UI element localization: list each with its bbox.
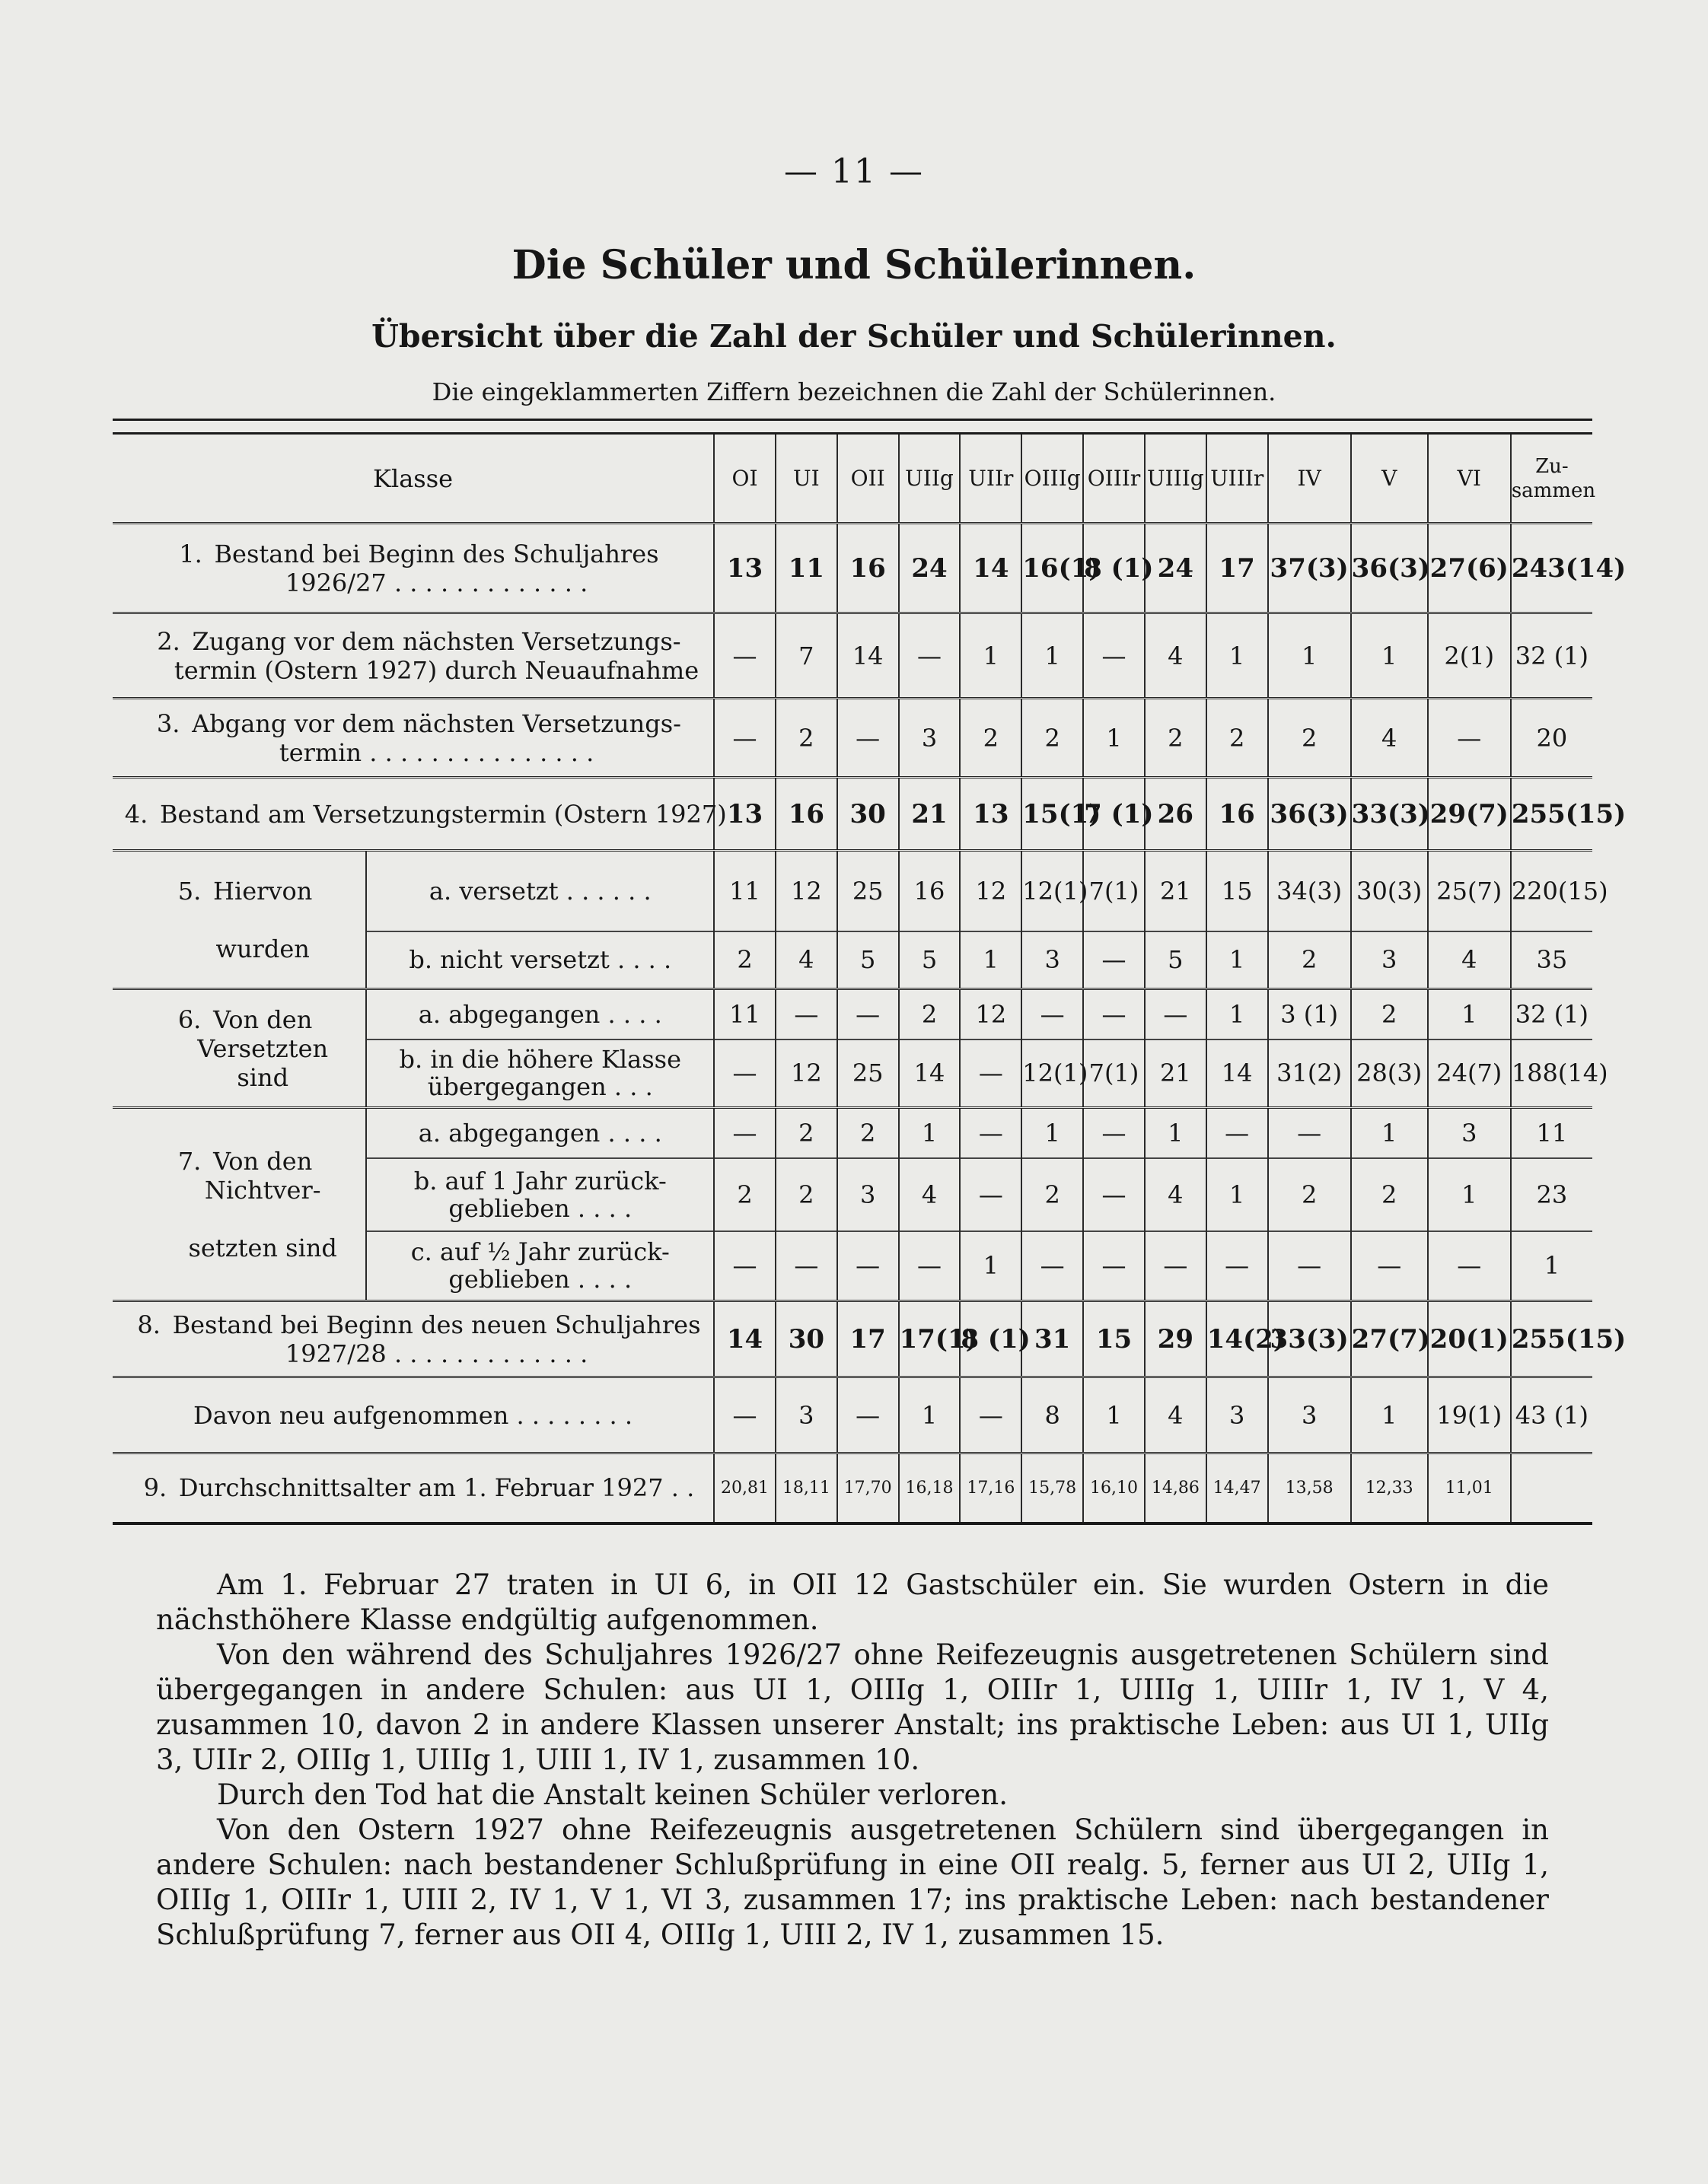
cell: 27(6) <box>1428 524 1511 613</box>
cell: 16 <box>1206 778 1268 851</box>
cell: 1 <box>1351 613 1428 699</box>
cell: — <box>1021 989 1083 1039</box>
cell: 17,70 <box>837 1453 899 1523</box>
cell: 4 <box>776 931 837 989</box>
header-col: OI <box>714 434 776 524</box>
cell: 1 <box>1206 931 1268 989</box>
header-col: OIIIr <box>1083 434 1145 524</box>
cell: 25 <box>837 1039 899 1108</box>
cell: 7 <box>776 613 837 699</box>
cell: 11 <box>714 851 776 931</box>
cell: 2 <box>714 931 776 989</box>
cell: 1 <box>1351 1377 1428 1453</box>
header-col: UI <box>776 434 837 524</box>
cell: 16 <box>837 524 899 613</box>
paragraph: Von den während des Schuljahres 1926/27 ohne Reifezeugnis ausgetretenen Schülern sind übergegangen in andere Schulen: aus UI 1, OIIIg 1, OIIIr 1, UIIIg 1, UIIIr 1, IV 1, V 4, zusammen 10, davon 2 in andere Klassen unserer Anstalt; ins praktische Leben: aus UI 1, UIIg 3, UIIr 2, OIIIg 1, UIIIg 1, UIII 1, IV 1, zusammen 10. <box>156 1638 1549 1776</box>
header-col: OIIIg <box>1021 434 1083 524</box>
sub-label: a. versetzt . . . . . . <box>366 851 714 931</box>
cell: 17 <box>837 1301 899 1377</box>
cell: 19(1) <box>1428 1377 1511 1453</box>
cell: 14 <box>714 1301 776 1377</box>
cell: 7(1) <box>1083 851 1145 931</box>
cell: 15 <box>1206 851 1268 931</box>
cell: — <box>1428 699 1511 778</box>
page-subtitle: Übersicht über die Zahl der Schüler und Schülerinnen. <box>371 318 1337 355</box>
header-col: UIIg <box>899 434 961 524</box>
cell: — <box>1206 1231 1268 1301</box>
cell: 1 <box>1206 1158 1268 1231</box>
cell: — <box>1351 1231 1428 1301</box>
cell: 4 <box>1145 1158 1206 1231</box>
cell: 25 <box>837 851 899 931</box>
cell: 2(1) <box>1428 613 1511 699</box>
cell: 12 <box>776 851 837 931</box>
cell: 14 <box>960 524 1021 613</box>
cell: 3 <box>1206 1377 1268 1453</box>
cell: 30 <box>776 1301 837 1377</box>
sub-label: a. abgegangen . . . . <box>366 989 714 1039</box>
cell: 2 <box>1021 1158 1083 1231</box>
cell: 5 <box>899 931 961 989</box>
table-note: Die eingeklammerten Ziffern bezeichnen die Zahl der Schülerinnen. <box>432 377 1276 406</box>
cell: 12(1) <box>1021 851 1083 931</box>
cell: 1 <box>1021 1108 1083 1158</box>
cell: 1 <box>1083 1377 1145 1453</box>
cell: 34(3) <box>1268 851 1351 931</box>
cell: 2 <box>960 699 1021 778</box>
cell: 16,10 <box>1083 1453 1145 1523</box>
top-rule <box>113 419 1592 421</box>
cell: — <box>1083 613 1145 699</box>
cell: — <box>714 1377 776 1453</box>
cell: 3 (1) <box>1268 989 1351 1039</box>
cell-total: 1 <box>1511 1231 1592 1301</box>
header-col: UIIIr <box>1206 434 1268 524</box>
cell: — <box>837 1377 899 1453</box>
cell: 2 <box>1206 699 1268 778</box>
cell: 4 <box>1428 931 1511 989</box>
page-number: — 11 — <box>784 152 924 191</box>
cell: 2 <box>776 1158 837 1231</box>
cell: 3 <box>1428 1108 1511 1158</box>
cell: 33(3) <box>1351 778 1428 851</box>
cell-total: 32 (1) <box>1511 613 1592 699</box>
cell: 1 <box>960 613 1021 699</box>
table-row <box>113 1108 1592 1158</box>
cell: — <box>776 989 837 1039</box>
cell: 1 <box>960 931 1021 989</box>
table-row <box>113 851 1592 931</box>
cell: — <box>899 613 961 699</box>
cell: 17 <box>1206 524 1268 613</box>
cell: 3 <box>1268 1377 1351 1453</box>
header-col: UIIIg <box>1145 434 1206 524</box>
cell-total: 35 <box>1511 931 1592 989</box>
cell: 2 <box>1021 699 1083 778</box>
cell: 33(3) <box>1268 1301 1351 1377</box>
table-row <box>113 1453 1592 1523</box>
cell: — <box>1268 1231 1351 1301</box>
cell-total: 23 <box>1511 1158 1592 1231</box>
cell-total: 43 (1) <box>1511 1377 1592 1453</box>
cell: 14 <box>1206 1039 1268 1108</box>
cell: 12,33 <box>1351 1453 1428 1523</box>
cell: 8 <box>1021 1377 1083 1453</box>
cell: 3 <box>1351 931 1428 989</box>
table-row <box>113 778 1592 851</box>
cell: 2 <box>837 1108 899 1158</box>
cell: — <box>1145 1231 1206 1301</box>
cell: 7(1) <box>1083 1039 1145 1108</box>
cell-total: 255(15) <box>1511 778 1592 851</box>
cell: 5 <box>837 931 899 989</box>
cell: 4 <box>899 1158 961 1231</box>
student-statistics-table <box>113 432 1627 1525</box>
cell-total: 20 <box>1511 699 1592 778</box>
cell: 28(3) <box>1351 1039 1428 1108</box>
cell: — <box>1083 1158 1145 1231</box>
row-group-label: 7. Von den Nichtver- setzten sind <box>177 1146 337 1262</box>
row-group-label: 5. Hiervon wurden <box>177 876 313 963</box>
paragraph: Durch den Tod hat die Anstalt keinen Schüler verloren. <box>217 1778 1008 1811</box>
page-title: Die Schüler und Schülerinnen. <box>511 242 1197 288</box>
cell: 13 <box>714 524 776 613</box>
cell: 12(1) <box>1021 1039 1083 1108</box>
cell: 3 <box>899 699 961 778</box>
cell: 2 <box>1268 699 1351 778</box>
cell: 2 <box>1351 989 1428 1039</box>
row-label: 1. Bestand bei Beginn des Schuljahres 1926/27 . . . . . . . . . . . . . <box>179 539 659 597</box>
cell: 21 <box>1145 851 1206 931</box>
cell: 5 <box>1145 931 1206 989</box>
row-label: 4. Bestand am Versetzungstermin (Ostern 1927) <box>124 799 727 829</box>
cell: 11,01 <box>1428 1453 1511 1523</box>
cell: 15(1) <box>1021 778 1083 851</box>
cell: 21 <box>899 778 961 851</box>
cell: 1 <box>1428 989 1511 1039</box>
row-label: 2. Zugang vor dem nächsten Versetzungs- termin (Ostern 1927) durch Neuaufnahme <box>157 626 699 685</box>
cell: — <box>960 1158 1021 1231</box>
cell: 4 <box>1351 699 1428 778</box>
cell: 17,16 <box>960 1453 1021 1523</box>
cell: — <box>1206 1108 1268 1158</box>
cell: 1 <box>899 1108 961 1158</box>
body-text <box>156 1568 1549 1953</box>
cell: 14 <box>899 1039 961 1108</box>
row-group-label: 6. Von den Versetzten sind <box>177 1004 329 1092</box>
cell: 20,81 <box>714 1453 776 1523</box>
table-header-row <box>113 434 1592 524</box>
cell: — <box>1083 931 1145 989</box>
table-row <box>113 613 1592 699</box>
cell: 3 <box>776 1377 837 1453</box>
cell: — <box>1021 1231 1083 1301</box>
cell: 13 <box>960 778 1021 851</box>
cell: — <box>776 1231 837 1301</box>
cell: 30(3) <box>1351 851 1428 931</box>
cell: 17(1) <box>899 1301 961 1377</box>
cell: 2 <box>1145 699 1206 778</box>
cell: 36(3) <box>1351 524 1428 613</box>
cell: 18,11 <box>776 1453 837 1523</box>
cell: — <box>714 1039 776 1108</box>
cell: — <box>1083 989 1145 1039</box>
cell: 4 <box>1145 613 1206 699</box>
sub-label: c. auf ½ Jahr zurück- geblieben . . . . <box>366 1231 714 1301</box>
sub-label: a. abgegangen . . . . <box>366 1108 714 1158</box>
cell-total: 32 (1) <box>1511 989 1592 1039</box>
cell: 2 <box>776 699 837 778</box>
cell-total: 255(15) <box>1511 1301 1592 1377</box>
cell-total: 11 <box>1511 1108 1592 1158</box>
paragraph: Am 1. Februar 27 traten in UI 6, in OII 12 Gastschüler ein. Sie wurden Ostern in die nächsthöhere Klasse endgültig aufgenommen. <box>156 1568 1549 1636</box>
cell: 15 <box>1083 1301 1145 1377</box>
cell: 24(7) <box>1428 1039 1511 1108</box>
cell: 25(7) <box>1428 851 1511 931</box>
cell: 15,78 <box>1021 1453 1083 1523</box>
header-klasse: Klasse <box>373 463 454 493</box>
cell: 16 <box>776 778 837 851</box>
cell: 7 (1) <box>1083 778 1145 851</box>
cell: — <box>714 1231 776 1301</box>
cell: — <box>1083 1231 1145 1301</box>
cell: 12 <box>776 1039 837 1108</box>
cell: 1 <box>1206 613 1268 699</box>
cell: 14,47 <box>1206 1453 1268 1523</box>
cell: — <box>899 1231 961 1301</box>
table-row <box>113 989 1592 1039</box>
cell: 2 <box>1351 1158 1428 1231</box>
row-label: 3. Abgang vor dem nächsten Versetzungs- termin . . . . . . . . . . . . . . . <box>156 708 681 767</box>
cell: 12 <box>960 851 1021 931</box>
cell: 3 <box>1021 931 1083 989</box>
cell: 31(2) <box>1268 1039 1351 1108</box>
table-row <box>113 1377 1592 1453</box>
cell: 14,86 <box>1145 1453 1206 1523</box>
cell: — <box>960 1108 1021 1158</box>
cell: 11 <box>776 524 837 613</box>
header-col: V <box>1351 434 1428 524</box>
cell: 1 <box>1145 1108 1206 1158</box>
cell: 31 <box>1021 1301 1083 1377</box>
cell: 2 <box>1268 931 1351 989</box>
cell: 1 <box>960 1231 1021 1301</box>
cell: — <box>960 1039 1021 1108</box>
cell: 3 <box>837 1158 899 1231</box>
cell: 1 <box>1428 1158 1511 1231</box>
cell: 29 <box>1145 1301 1206 1377</box>
cell: 1 <box>1083 699 1145 778</box>
cell: — <box>1428 1231 1511 1301</box>
header-col: OII <box>837 434 899 524</box>
cell: 2 <box>776 1108 837 1158</box>
cell: 1 <box>899 1377 961 1453</box>
cell: 24 <box>899 524 961 613</box>
sub-label: b. in die höhere Klasse übergegangen . . . <box>366 1039 714 1108</box>
cell: 2 <box>899 989 961 1039</box>
cell: 1 <box>1268 613 1351 699</box>
cell: 8 (1) <box>1083 524 1145 613</box>
cell: — <box>714 1108 776 1158</box>
cell: 4 <box>1145 1377 1206 1453</box>
cell: 36(3) <box>1268 778 1351 851</box>
cell: 1 <box>1021 613 1083 699</box>
row-label: 8. Bestand bei Beginn des neuen Schuljahres 1927/28 . . . . . . . . . . . . . <box>137 1310 701 1368</box>
row-label: Davon neu aufgenommen . . . . . . . . <box>193 1400 633 1430</box>
cell: 30 <box>837 778 899 851</box>
cell: 1 <box>1206 989 1268 1039</box>
sub-label: b. auf 1 Jahr zurück- geblieben . . . . <box>366 1158 714 1231</box>
cell: 37(3) <box>1268 524 1351 613</box>
cell-total: 243(14) <box>1511 524 1592 613</box>
cell: — <box>837 699 899 778</box>
header-total: Zu- sammen <box>1511 434 1592 524</box>
cell: — <box>1268 1108 1351 1158</box>
cell-total <box>1511 1453 1592 1523</box>
cell: 12 <box>960 989 1021 1039</box>
header-col: UIIr <box>960 434 1021 524</box>
table-row <box>113 524 1592 613</box>
cell: 13 <box>714 778 776 851</box>
row-label: 9. Durchschnittsalter am 1. Februar 1927 . . <box>143 1473 695 1503</box>
cell: 8 (1) <box>960 1301 1021 1377</box>
cell: 1 <box>1351 1108 1428 1158</box>
cell: 21 <box>1145 1039 1206 1108</box>
cell: — <box>837 989 899 1039</box>
cell: 20(1) <box>1428 1301 1511 1377</box>
cell: 26 <box>1145 778 1206 851</box>
cell: — <box>714 699 776 778</box>
cell: — <box>1145 989 1206 1039</box>
sub-label: b. nicht versetzt . . . . <box>366 931 714 989</box>
cell: 2 <box>1268 1158 1351 1231</box>
cell: 11 <box>714 989 776 1039</box>
cell: — <box>1083 1108 1145 1158</box>
cell: — <box>960 1377 1021 1453</box>
cell: 14 <box>837 613 899 699</box>
cell: 16 <box>899 851 961 931</box>
cell-total: 220(15) <box>1511 851 1592 931</box>
cell: 29(7) <box>1428 778 1511 851</box>
cell: 16(1) <box>1021 524 1083 613</box>
cell: 14(2) <box>1206 1301 1268 1377</box>
cell: 27(7) <box>1351 1301 1428 1377</box>
header-col: VI <box>1428 434 1511 524</box>
paragraph: Von den Ostern 1927 ohne Reifezeugnis ausgetretenen Schülern sind übergegangen in andere Schulen: nach bestandener Schlußprüfung in eine OII realg. 5, ferner aus UI 2, UIIg 1, OIIIg 1, OIIIr 1, UIII 2, IV 1, V 1, VI 3, zusammen 17; ins praktische Leben: nach bestandener Schlußprüfung 7, ferner aus OII 4, OIIIg 1, UIII 2, IV 1, zusammen 15. <box>156 1813 1549 1951</box>
cell-total: 188(14) <box>1511 1039 1592 1108</box>
cell: — <box>714 613 776 699</box>
cell: 13,58 <box>1268 1453 1351 1523</box>
cell: — <box>837 1231 899 1301</box>
table-row <box>113 699 1592 778</box>
cell: 16,18 <box>899 1453 961 1523</box>
cell: 24 <box>1145 524 1206 613</box>
table-row <box>113 1301 1592 1377</box>
cell: 2 <box>714 1158 776 1231</box>
header-col: IV <box>1268 434 1351 524</box>
